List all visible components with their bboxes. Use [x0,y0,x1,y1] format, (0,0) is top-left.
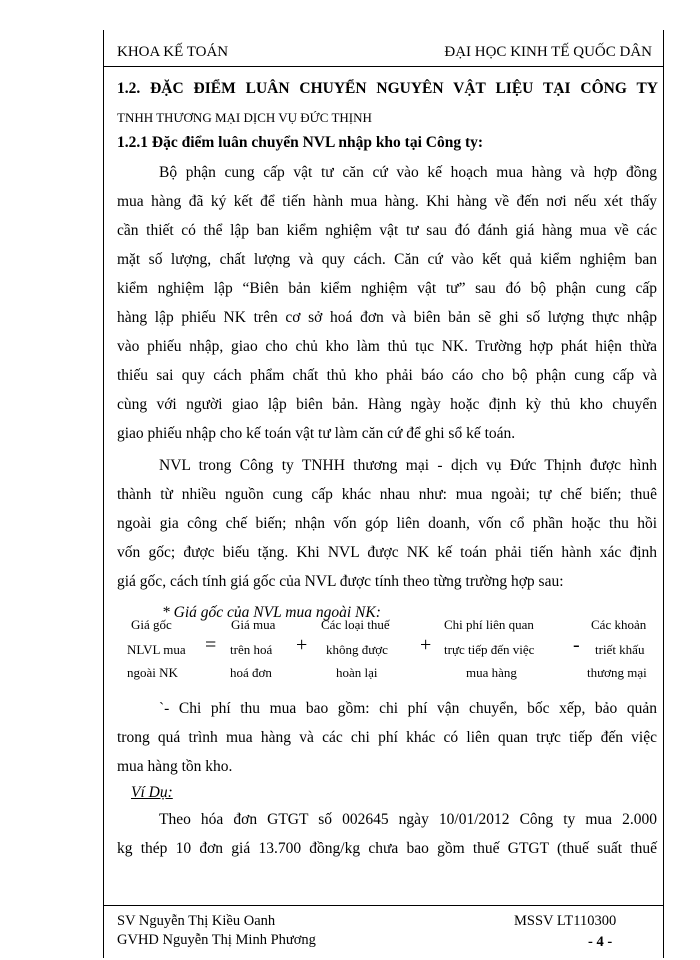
formula-term-purchase-cost: ngoài NK [127,665,178,680]
formula-term-invoice-price: hoá đơn [230,665,272,680]
formula-term-related-costs: mua hàng [466,665,517,680]
text-line: thiếu sai quy cách phẩm chất thủ kho phải báo cáo cho bộ phận cung cấp và [117,367,657,384]
formula-caption: * Giá gốc của NVL mua ngoài NK: [162,604,381,621]
text-line: hàng lập phiếu NK trên cơ sở hoá đơn và biên bản sẽ ghi số lượng thực nhập [117,309,657,326]
text-line: mặt số lượng, chất lượng và quy cách. Căn cứ vào kết quả kiểm nghiệm ban [117,251,657,268]
formula-term-invoice-price: trên hoá [230,642,273,657]
subsection-title: 1.2.1 Đặc điểm luân chuyển NVL nhập kho tại Công ty: [117,134,484,151]
footer-student-id: MSSV LT110300 [514,913,617,929]
formula-term-invoice-price: Giá mua [231,617,276,632]
text-line: Theo hóa đơn GTGT số 002645 ngày 10/01/2012 Công ty mua 2.000 [159,811,657,828]
footer-student-name: SV Nguyễn Thị Kiều Oanh [117,913,276,929]
footer-rule [103,905,664,906]
example-label: Ví Dụ: [131,784,173,801]
text-line: mua hàng tồn kho. [117,758,233,775]
formula-plus: + [420,634,432,656]
text-line: vốn gốc; được biếu tặng. Khi NVL được NK kế toán phải tiến hành xác định [117,544,657,561]
text-line: NVL trong Công ty TNHH thương mại - dịch vụ Đức Thịnh được hình [159,457,657,474]
header-university: ĐẠI HỌC KINH TẾ QUỐC DÂN [444,44,652,60]
text-line: cần thiết có thể lập ban kiểm nghiệm vật tư sau đó đánh giá hàng mua về các [117,222,657,239]
formula-term-purchase-cost: NLVL mua [127,642,186,657]
text-line: giá gốc, cách tính giá gốc của NVL được tính theo từng trường hợp sau: [117,573,564,590]
formula-term-discounts: Các khoản [591,617,647,632]
section-title-continued: TNHH THƯƠNG MẠI DỊCH VỤ ĐỨC THỊNH [117,110,372,125]
formula-term-related-costs: trực tiếp đến việc [444,642,535,657]
section-title: 1.2. ĐẶC ĐIỂM LUÂN CHUYỂN NGUYÊN VẬT LIỆU TẠI CÔNG TY [117,80,658,97]
text-line: kiểm nghiệm lập “Biên bản kiểm nghiệm vật tư” sau đó bộ phận cung cấp [117,280,657,297]
text-line: mua hàng đã ký kết để tiến hành mua hàng. Khi hàng về đến nơi nếu xét thấy [117,193,657,210]
text-line: kg thép 10 đơn giá 13.700 đồng/kg chưa bao gồm thuế GTGT (thuế suất thuế [117,840,657,857]
text-line: cùng với người giao lập biên bản. Hàng ngày hoặc định kỳ thủ kho chuyển [117,396,657,413]
text-line: Bộ phận cung cấp vật tư căn cứ vào kế hoạch mua hàng và hợp đồng [159,164,657,181]
formula-plus: + [296,634,308,656]
footer-advisor-name: GVHD Nguyễn Thị Minh Phương [117,932,316,948]
text-line: `- Chi phí thu mua bao gồm: chi phí vận chuyển, bốc xếp, bảo quản [159,700,657,717]
formula-term-taxes: hoàn lại [336,665,378,680]
page-number: - 4 - [588,934,613,950]
formula-term-discounts: triết khấu [595,642,645,657]
text-line: ngoài gia công chế biến; nhận vốn góp liên doanh, vốn cổ phần hoặc thu hồi [117,515,657,532]
frame-left-line [103,30,104,958]
formula-term-discounts: thương mại [587,665,647,680]
formula-term-taxes: Các loại thuế [321,617,390,632]
formula-term-purchase-cost: Giá gốc [131,617,172,632]
text-line: trong quá trình mua hàng và các chi phí khác có liên quan trực tiếp đến việc [117,729,657,746]
formula-minus: - [573,634,580,656]
text-line: thành từ nhiều nguồn cung cấp khác nhau như: mua ngoài; tự chế biến; thuê [117,486,657,503]
formula-equals: = [205,634,217,656]
text-line: vào phiếu nhập, giao cho chủ kho làm thủ tục NK. Trường hợp phát hiện thừa [117,338,657,355]
frame-right-line [663,30,664,958]
formula-term-related-costs: Chi phí liên quan [444,617,534,632]
header-faculty: KHOA KẾ TOÁN [117,44,229,60]
header-rule [103,66,664,67]
text-line: giao phiếu nhập cho kế toán vật tư làm căn cứ để ghi sổ kế toán. [117,425,516,442]
formula-term-taxes: không được [326,642,388,657]
